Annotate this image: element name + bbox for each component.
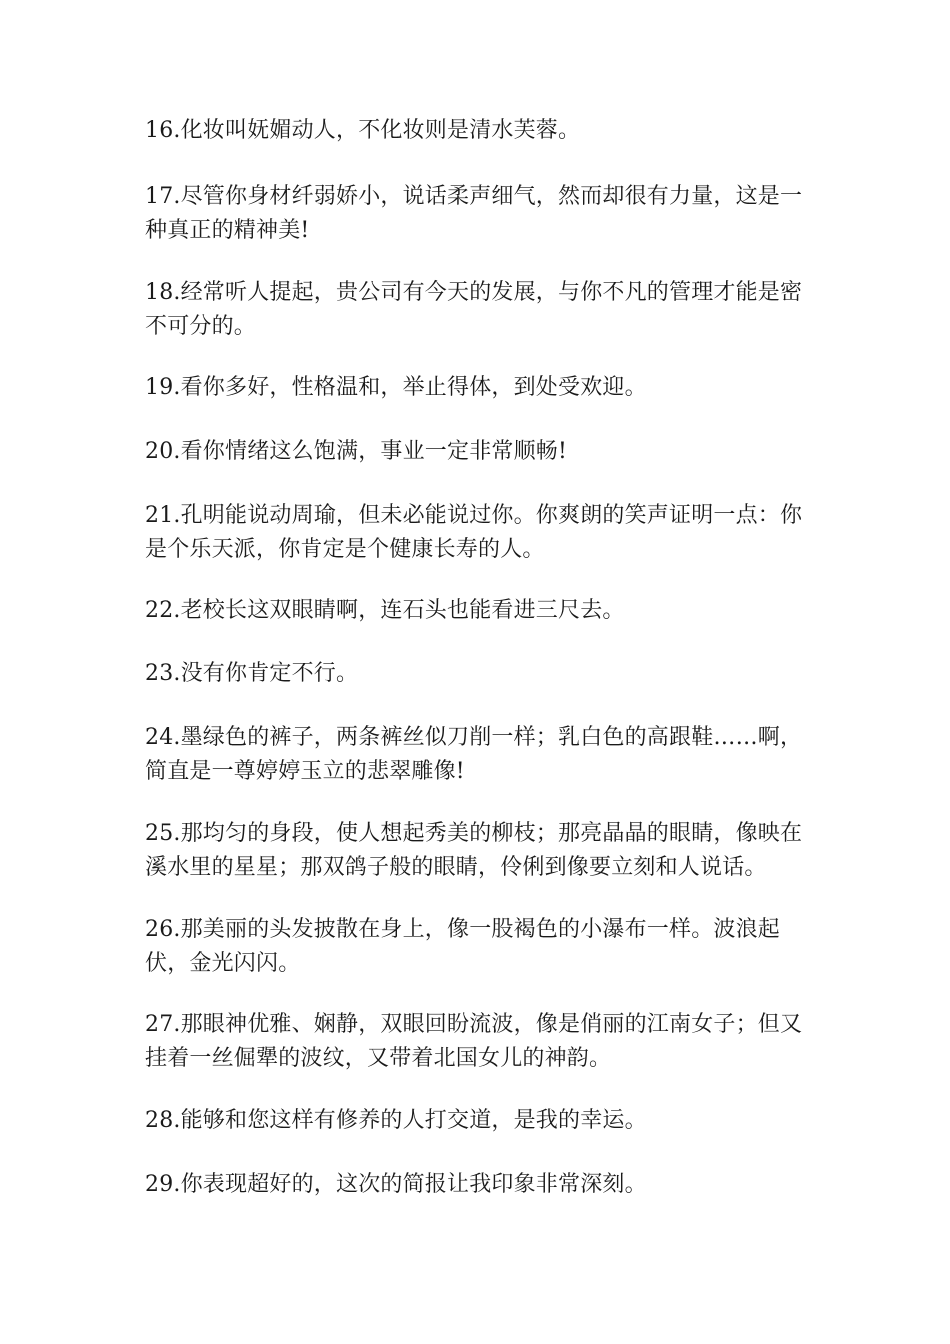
paragraph-26: 26.那美丽的头发披散在身上，像一股褐色的小瀑布一样。波浪起伏，金光闪闪。 (145, 917, 780, 976)
paragraph-21: 21.孔明能说动周瑜，但未必能说过你。你爽朗的笑声证明一点：你是个乐天派，你肯定是个健康长寿的人。 (145, 503, 803, 562)
paragraph-20: 20.看你情绪这么饱满，事业一定非常顺畅! (145, 439, 568, 464)
paragraph-24: 24.墨绿色的裤子，两条裤丝似刀削一样；乳白色的高跟鞋……啊，简直是一尊婷婷玉立的悲翠雕像! (145, 725, 803, 784)
paragraph-22: 22.老校长这双眼睛啊，连石头也能看进三尺去。 (145, 598, 625, 623)
paragraph-23: 23.没有你肯定不行。 (145, 661, 359, 686)
paragraph-28: 28.能够和您这样有修养的人打交道，是我的幸运。 (145, 1108, 647, 1133)
paragraph-19: 19.看你多好，性格温和，举止得体，到处受欢迎。 (145, 375, 647, 400)
paragraph-17: 17.尽管你身材纤弱娇小，说话柔声细气，然而却很有力量，这是一种真正的精神美! (145, 184, 803, 243)
paragraph-16: 16.化妆叫妩媚动人，不化妆则是清水芙蓉。 (145, 118, 581, 143)
paragraph-27: 27.那眼神优雅、娴静，双眼回盼流波，像是俏丽的江南女子；但又挂着一丝倔犟的波纹，又带着北国女儿的神韵。 (145, 1012, 803, 1071)
paragraph-18: 18.经常听人提起，贵公司有今天的发展，与你不凡的管理才能是密不可分的。 (145, 280, 803, 339)
paragraph-29: 29.你表现超好的，这次的简报让我印象非常深刻。 (145, 1172, 647, 1197)
paragraph-25: 25.那均匀的身段，使人想起秀美的柳枝；那亮晶晶的眼睛，像映在溪水里的星星；那双鸽子般的眼睛，伶俐到像要立刻和人说话。 (145, 821, 803, 880)
